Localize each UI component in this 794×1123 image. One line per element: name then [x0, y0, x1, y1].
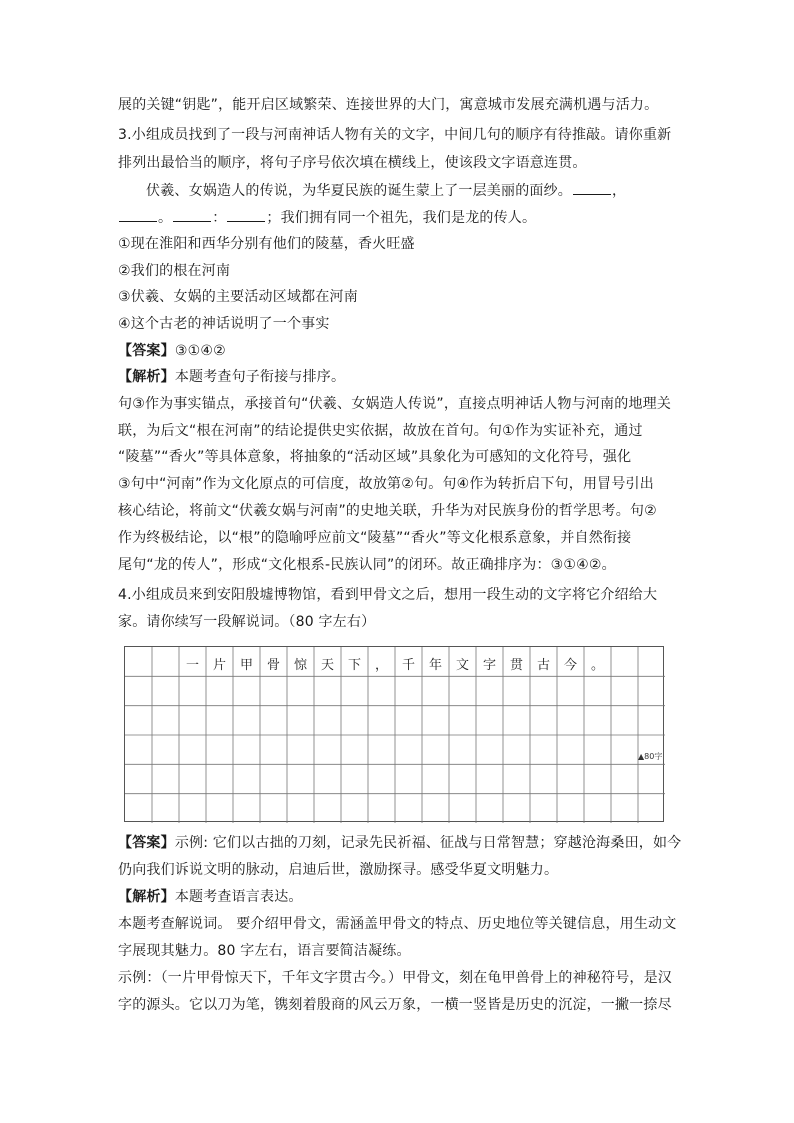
grid-cell-char: 甲 [239, 658, 253, 673]
passage-punct: ， [612, 183, 627, 199]
answer-blank-1[interactable] [573, 180, 611, 195]
analysis-line: 字展现其魅力。80 字左右，语言要简洁凝练。 [118, 943, 411, 959]
answer-3 [118, 341, 226, 361]
question-4-line-2: 家。请你续写一段解说词。（80 字左右） [118, 614, 376, 630]
text-line: 展的关键“钥匙”，能开启区域繁荣、连接世界的大门，寓意城市发展充满机遇与活力。 [118, 97, 659, 113]
word-count-mark: ▲80字 [638, 752, 663, 761]
option-1: ①现在淮阳和西华分别有他们的陵墓，香火旺盛 [118, 236, 415, 252]
grid-cell-char: 片 [212, 658, 226, 673]
grid-cell-char: 今 [563, 658, 577, 673]
question-3-line-2: 排列出最恰当的顺序，将句子序号依次填在横线上，使该段文字语意连贯。 [118, 155, 587, 171]
grid-cell-char: 贯 [509, 658, 523, 673]
grid-cell-char: 惊 [293, 658, 307, 673]
answer-label: 【答案】 [118, 835, 175, 851]
answer-blank-4[interactable] [227, 207, 265, 222]
option-4: ④这个古老的神话说明了一个事实 [118, 316, 330, 332]
passage-punct: ； [266, 210, 281, 226]
writing-grid[interactable] [124, 646, 664, 822]
analysis-label: 【解析】 [118, 889, 175, 905]
grid-lines [125, 647, 665, 823]
grid-cell-char: 。 [590, 658, 604, 673]
answer-line: 仍向我们诉说文明的脉动，启迪后世，激励探寻。感受华夏文明魅力。 [118, 862, 559, 878]
analysis-line: “陵墓”“香火”等具体意象，将抽象的“活动区域”具象化为可感知的文化符号，强化 [118, 449, 632, 465]
passage-text: 伏羲、女娲造人的传说，为华夏民族的诞生蒙上了一层美丽的面纱。 [146, 183, 572, 199]
grid-cell-char: 千 [401, 658, 415, 673]
analysis-text: 本题考查句子衔接与排序。 [174, 369, 346, 385]
question-4-line-1: 4.小组成员来到安阳殷墟博物馆，看到甲骨文之后，想用一段生动的文字将它介绍给大 [118, 587, 658, 603]
question-3-line-1: 3.小组成员找到了一段与河南神话人物有关的文字，中间几句的顺序有待推敲。请你重新 [118, 127, 672, 143]
analysis-line: 句③作为事实锚点，承接首句“伏羲、女娲造人传说”，直接点明神话人物与河南的地理关 [118, 396, 672, 412]
answer-label: 【答案】 [118, 343, 175, 359]
analysis-line: 核心结论，将前文“伏羲女娲与河南”的史地关联，升华为对民族身份的哲学思考。句② [118, 503, 657, 519]
grid-cell-char: 古 [536, 658, 550, 673]
analysis-text: 本题考查语言表达。 [174, 889, 303, 905]
grid-cell-char: 天 [320, 658, 334, 673]
passage-punct: ： [212, 210, 227, 226]
answer-blank-3[interactable] [173, 207, 211, 222]
answer-text: ③①④② [174, 343, 226, 359]
option-2: ②我们的根在河南 [118, 263, 231, 279]
analysis-line: 本题考查解说词。 要介绍甲骨文，需涵盖甲骨文的特点、历史地位等关键信息，用生动文 [118, 916, 677, 932]
answer-4 [118, 833, 681, 853]
grid-cell-char: 骨 [266, 658, 280, 673]
grid-cell-char: 文 [455, 658, 469, 673]
answer-blank-2[interactable] [119, 207, 157, 222]
passage-punct: 。 [158, 210, 173, 226]
analysis-3 [118, 367, 345, 387]
grid-cell-char: 下 [347, 658, 361, 673]
passage-line-1 [146, 180, 626, 201]
analysis-line: ③句中“河南”作为文化原点的可信度，故放第②句。句④作为转折启下句，用冒号引出 [118, 476, 654, 492]
analysis-line: 作为终极结论，以“根”的隐喻呼应前文“陵墓”“香火”等文化根系意象，并自然衔接 [118, 530, 632, 546]
grid-cell-char: 一 [185, 658, 199, 673]
analysis-line: 尾句“龙的传人”，形成“文化根系-民族认同”的闭环。故正确排序为：③①④②。 [118, 557, 616, 573]
analysis-line: 示例：（一片甲骨惊天下，千年文字贯古今。）甲骨文，刻在龟甲兽骨上的神秘符号，是汉 [118, 970, 672, 986]
grid-cell-char: ， [374, 658, 388, 673]
grid-cell-char: 字 [482, 658, 496, 673]
passage-line-2 [118, 207, 536, 228]
option-3: ③伏羲、女娲的主要活动区域都在河南 [118, 289, 358, 305]
analysis-label: 【解析】 [118, 369, 175, 385]
grid-cell-char: 年 [428, 658, 442, 673]
analysis-4 [118, 887, 303, 907]
answer-text: 示例: 它们以古拙的刀刻，记录先民祈福、征战与日常智慧；穿越沧海桑田，如今 [174, 835, 682, 851]
passage-tail: 我们拥有同一个祖先，我们是龙的传人。 [280, 210, 537, 226]
analysis-line: 字的源头。它以刀为笔，镌刻着殷商的风云万象，一横一竖皆是历史的沉淀，一撇一捺尽 [118, 997, 672, 1013]
analysis-line: 联，为后文“根在河南”的结论提供史实依据，故放在首句。句①作为实证补充，通过 [118, 423, 643, 439]
